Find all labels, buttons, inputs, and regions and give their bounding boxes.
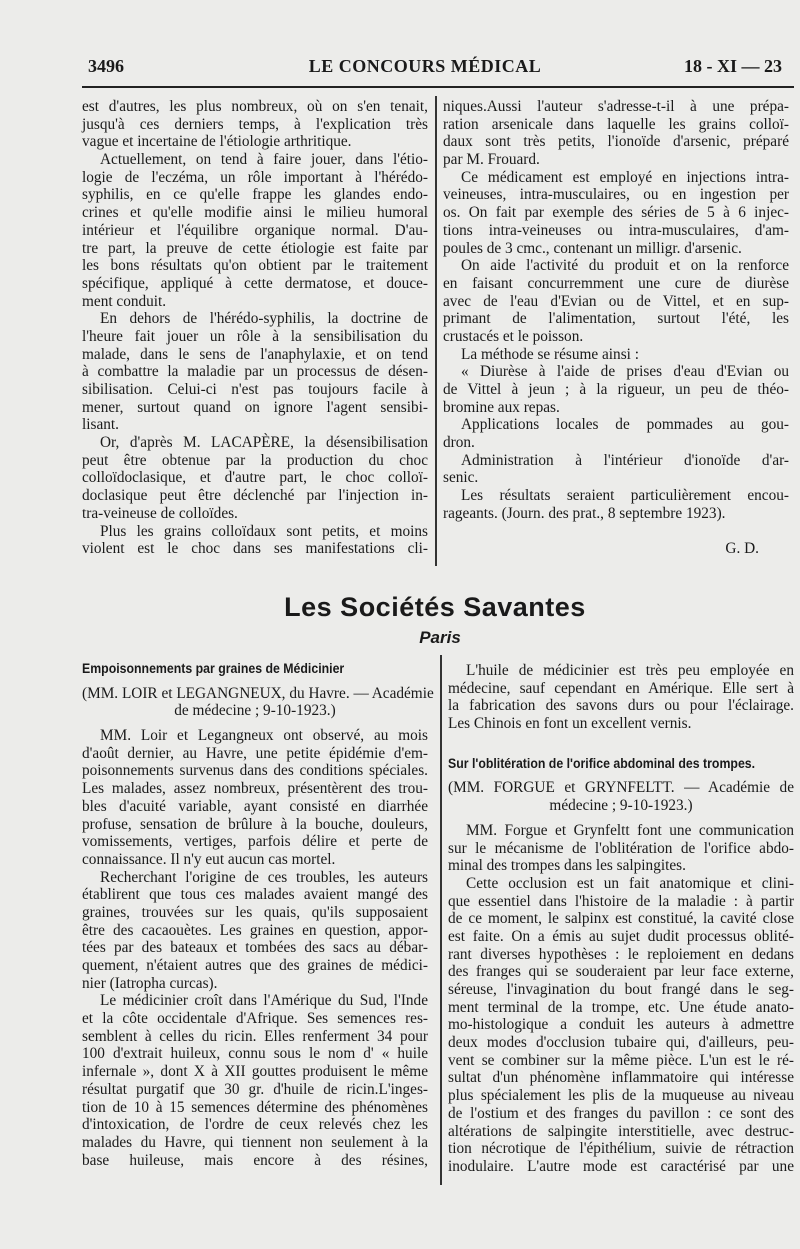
text-line: résultat purgatif que 30 gr. d'huile de ricin.L'inges- xyxy=(82,1080,428,1098)
text-line: séreuse, l'invagination du bout frangé dans le seg- xyxy=(448,981,794,999)
text-line: vomissements, vertiges, parfois délire et perte de xyxy=(82,833,428,851)
text-line: jusqu'à ces derniers temps, à l'explication très xyxy=(82,115,428,133)
text-line: crines et qu'elle modifie ainsi le milieu humoral xyxy=(82,204,428,222)
page-number: 3496 xyxy=(88,56,124,76)
text-line: sibilisation. Celui-ci n'est pas toujours facile à xyxy=(82,381,428,398)
article-body xyxy=(448,822,794,1176)
text-line: Administration à l'intérieur d'ionoïde d'ar- xyxy=(461,451,789,469)
text-line: bromine aux repas. xyxy=(443,398,560,416)
article-heading: Sur l'oblitération de l'orifice abdominal des trompes. xyxy=(448,754,756,771)
citation-line: médecine ; 9-10-1923.) xyxy=(549,797,693,815)
text-line: tées par des bateaux et tombées des sacs au débar- xyxy=(82,939,428,957)
text-line: rageants. (Journ. des prat., 8 septembre 1923). xyxy=(443,504,726,522)
text-line: spécifique, appliqué à cette dermatose, et douce- xyxy=(82,274,428,292)
text-line: les bons résultats qu'on obtient par le traitement xyxy=(82,257,428,275)
journal-title: LE CONCOURS MÉDICAL xyxy=(308,56,542,76)
text-line: Recherchant l'origine de ces troubles, les auteurs xyxy=(100,868,428,886)
text-line: daux sont très petits, l'ionoïde d'arsenic, préparé xyxy=(443,133,789,151)
text-line: l'heure fait jouer un rôle à la sensibilisation du xyxy=(82,327,428,345)
text-line: L'huile de médicinier est très peu employée en xyxy=(466,662,794,679)
text-line: la fabrication des savons durs ou pour l'éclairage. xyxy=(448,697,794,715)
text-line: des franges qui se souderaient par leur face externe, xyxy=(448,963,794,981)
text-line: tions intra-veineuses ou intra-musculaires, d'am- xyxy=(443,221,789,239)
text-line: ment terminal de la trompe, etc. Une étude anato- xyxy=(448,998,794,1016)
text-line: avec de l'eau d'Evian ou de Vittel, et en sup- xyxy=(443,292,789,310)
text-line: syphilis, en ce qu'elle frappe les glandes endo- xyxy=(82,186,428,204)
text-line: graines, trouvées sur les quais, qu'ils supposaient xyxy=(82,903,428,921)
text-line: mener, surtout quand on ignore l'agent sensibi- xyxy=(82,398,428,416)
text-line: peut être obtenue par la production du choc xyxy=(82,451,428,469)
text-line: tra-veineuse de colloïdes. xyxy=(82,504,238,522)
text-line: La méthode se résume ainsi : xyxy=(461,345,639,363)
text-line: établirent que tous ces malades avaient mangé des xyxy=(82,886,428,904)
text-line: doclasique peut être déclenché par l'injection in- xyxy=(82,487,428,505)
text-line: primant de l'alimentation, surtout l'été, les xyxy=(443,310,789,328)
article-citation xyxy=(448,778,794,813)
signature-block xyxy=(443,540,789,558)
article-medicinier xyxy=(82,660,434,1169)
top-right-column xyxy=(443,98,789,523)
section-title: Les Sociétés Savantes xyxy=(284,592,586,622)
citation-line: de médecine ; 9-10-1923.) xyxy=(174,702,336,720)
citation-line: (MM. FORGUE et GRYNFELTT. — Académie de xyxy=(448,779,794,797)
text-line: de l'ostium et des franges du pavillon : ce sont des xyxy=(448,1104,794,1122)
text-line: est d'autres, les plus nombreux, où on s'en tenait, xyxy=(82,98,428,115)
text-line: tion nécrotique de l'épithélium, suivie de rétraction xyxy=(448,1140,794,1158)
text-line: plus spécialement les plis de la muqueuse au niveau xyxy=(448,1087,794,1105)
text-line: semblent à celles du ricin. Elles renferment 34 pour xyxy=(82,1027,428,1045)
article-citation xyxy=(82,684,434,720)
text-line: base huileuse, mais encore à des résines, xyxy=(82,1151,428,1169)
text-line: poules de 3 cmc., contenant un milligr. d'arsenic. xyxy=(443,239,742,257)
text-line: d'intoxication, de l'ordre de ceux relevés chez les xyxy=(82,1116,428,1134)
text-line: En dehors de l'hérédo-syphilis, la doctrine de xyxy=(100,310,428,328)
header-rule xyxy=(82,86,794,88)
text-line: à combattre la maladie par un processus de désen- xyxy=(82,363,428,381)
text-line: est faite. On a émis au sujet dudit processus oblité- xyxy=(448,927,794,945)
article-oblitération xyxy=(448,662,794,1176)
text-line: altérations de salpingite interstitielle, avec destruc- xyxy=(448,1122,794,1140)
text-line: Le médicinier croît dans l'Amérique du Sud, l'Inde xyxy=(100,992,428,1010)
text-line: colloïdoclasique, et d'autre part, le choc colloï- xyxy=(82,469,428,487)
text-line: ration arsenicale dans laquelle les grains colloï- xyxy=(443,115,789,133)
text-line: que essentiel dans l'histoire de la maladie : à partir xyxy=(448,892,794,910)
text-line: être des cacaouètes. Les graines en question, appor- xyxy=(82,921,428,939)
text-line: profuse, sensation de brûlure à la bouche, douleurs, xyxy=(82,815,428,833)
text-line: niques.Aussi l'auteur s'adresse-t-il à une prépa- xyxy=(443,98,789,115)
text-line: mo-histologique a conduit les auteurs à admettre xyxy=(448,1016,794,1034)
text-line: d'août dernier, au Havre, une petite épidémie d'em- xyxy=(82,744,428,762)
text-line: sultat d'un phénomène inflammatoire qui intéresse xyxy=(448,1069,794,1087)
text-line: médecine, sauf cependant en Amérique. Elle sert à xyxy=(448,679,794,697)
text-line: inodulaire. L'autre mode est caractérisé par une xyxy=(448,1157,794,1175)
text-line: bles d'acuité variable, ayant consisté en diarrhée xyxy=(82,797,428,815)
text-line: infernale », dont X à XII gouttes produisent le même xyxy=(82,1063,428,1081)
text-line: Les résultats seraient particulièrement encou- xyxy=(461,487,789,505)
signature: G. D. xyxy=(725,540,759,557)
top-left-column xyxy=(82,98,428,558)
text-line: veineuses, intra-musculaires, ou en ingestion per xyxy=(443,186,789,204)
text-line: 100 d'extrait huileux, connu sous le nom d' « huile xyxy=(82,1045,428,1063)
article-heading: Empoisonnements par graines de Médicinier xyxy=(82,660,345,676)
article-continuation xyxy=(448,662,794,733)
text-line: tion de 10 à 15 semences détermine des phénomènes xyxy=(82,1098,428,1116)
text-line: violent est le choc dans ses manifestations cli- xyxy=(82,540,428,558)
text-line: deux modes d'occlusion tubaire qui, d'ailleurs, peu- xyxy=(448,1034,794,1052)
text-line: vague et incertaine de l'étiologie arthritique. xyxy=(82,133,352,151)
text-line: crustacés et le poisson. xyxy=(443,327,584,345)
issue-date: 18 - XI — 23 xyxy=(684,56,782,76)
text-line: connaissance. Il n'y eut aucun cas mortel. xyxy=(82,850,336,868)
text-line: Actuellement, on tend à faire jouer, dans l'étio- xyxy=(100,151,428,169)
column-divider-bottom xyxy=(440,655,442,1185)
text-line: Ce médicament est employé en injections intra- xyxy=(461,168,789,186)
text-line: de ce moment, le salpinx est constitué, la cavité close xyxy=(448,910,794,928)
text-line: poisonnements survenus dans des conditions spéciales. xyxy=(82,762,428,780)
citation-line: (MM. LOIR et LEGANGNEUX, du Havre. — Académie xyxy=(82,684,434,702)
text-line: sur le mécanisme de l'oblitération de l'orifice abdo- xyxy=(448,839,794,857)
text-line: quement, n'étaient autres que des graines de médici- xyxy=(82,957,428,975)
text-line: Plus les grains colloïdaux sont petits, et moins xyxy=(100,522,428,540)
text-line: MM. Loir et Legangneux ont observé, au mois xyxy=(100,727,428,745)
text-line: Or, d'après M. LACAPÈRE, la désensibilisation xyxy=(100,434,428,452)
text-line: On aide l'activité du produit et on la renforce xyxy=(461,257,789,275)
text-line: intérieur et l'équilibre organique normal. D'au- xyxy=(82,221,428,239)
text-line: nier (Iatropha curcas). xyxy=(82,974,218,992)
text-line: Les Chinois en font un excellent vernis. xyxy=(448,715,692,733)
text-line: ment conduit. xyxy=(82,292,167,310)
text-line: en faisant concurremment une cure de diurèse xyxy=(443,274,789,292)
text-line: Applications locales de pommades au gou- xyxy=(461,416,789,434)
column-divider xyxy=(435,96,437,566)
text-line: vent se combiner sur la même pièce. L'un est le ré- xyxy=(448,1051,794,1069)
section-subtitle: Paris xyxy=(419,628,461,647)
text-line: Les malades, assez nombreux, présentèrent des trou- xyxy=(82,780,428,798)
text-line: malade, dans le sens de l'anaphylaxie, et on tend xyxy=(82,345,428,363)
text-line: par M. Frouard. xyxy=(443,151,540,169)
text-line: malades du Havre, qui tiennent non seulement à la xyxy=(82,1133,428,1151)
text-line: de Vittel à jeun ; à la rigueur, un peu de théo- xyxy=(443,381,789,398)
text-line: os. On fait par exemple des séries de 5 à 6 injec- xyxy=(443,204,789,222)
text-line: senic. xyxy=(443,469,479,487)
text-line: minal des trompes dans les salpingites. xyxy=(448,857,686,875)
text-line: et la côte occidentale d'Afrique. Ses semences res- xyxy=(82,1010,428,1028)
text-line: dron. xyxy=(443,434,475,452)
text-line: lisant. xyxy=(82,416,119,434)
text-line: MM. Forgue et Grynfeltt font une communication xyxy=(466,821,794,839)
text-line: tre part, la preuve de cette étiologie est faite par xyxy=(82,239,428,257)
text-line: logie de l'eczéma, un rôle important à l'hérédo- xyxy=(82,168,428,186)
text-line: « Diurèse à l'aide de prises d'eau d'Evian ou xyxy=(461,363,789,381)
text-line: Cette occlusion est un fait anatomique et clini- xyxy=(466,874,794,892)
article-body xyxy=(82,727,428,1169)
text-line: rant diverses hypothèses : le reploiement en dedans xyxy=(448,945,794,963)
